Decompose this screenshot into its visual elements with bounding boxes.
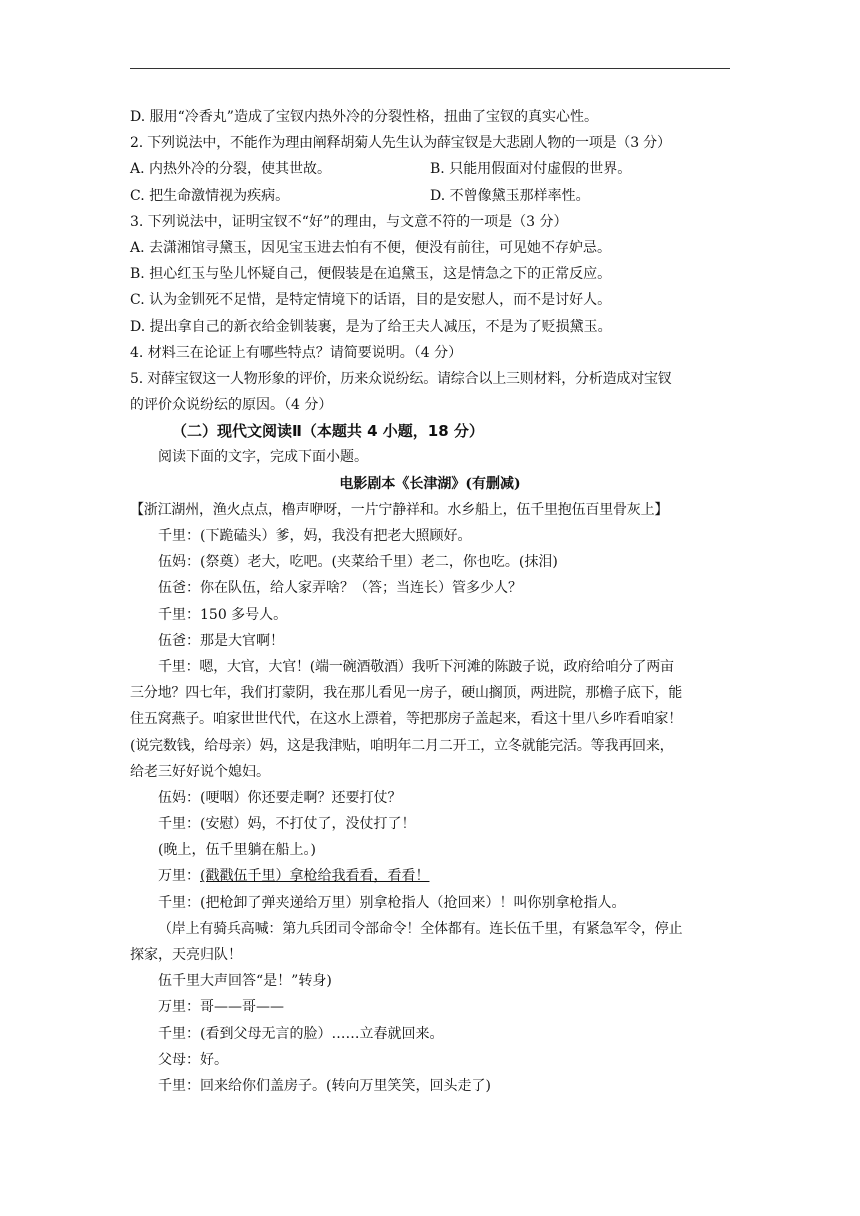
q4-stem: 4. 材料三在论证上有哪些特点？请简要说明。（4 分） [130, 344, 463, 361]
script-line: 万里：哥——哥—— [158, 999, 284, 1016]
header-rule [130, 68, 730, 69]
script-line: 千里：回来给你们盖房子。(转向万里笑笑，回头走了) [158, 1077, 491, 1094]
q5-stem-line1: 5. 对薛宝钗这一人物形象的评价，历来众说纷纭。请综合以上三则材料，分析造成对宝钗 [130, 370, 672, 387]
script-line: 千里：150 多号人。 [158, 606, 288, 623]
page-content [130, 104, 730, 1099]
script-line: (晚上，伍千里躺在船上。) [158, 842, 316, 859]
underlined-passage: (戳戳伍千里）拿枪给我看看，看看！ [200, 868, 430, 885]
q3-option-d: D. 提出拿自己的新衣给金钏装裹，是为了给王夫人减压，不是为了贬损黛玉。 [130, 318, 612, 335]
script-line: (说完数钱，给母亲）妈，这是我津贴，咱明年二月二开工，立冬就能完活。等我再回来， [130, 737, 674, 754]
script-line: 伍妈：(哽咽）你还要走啊？还要打仗？ [158, 789, 402, 806]
script-line: 千里：(把枪卸了弹夹递给万里）别拿枪指人（抢回来）！叫你别拿枪指人。 [158, 894, 626, 911]
script-line: 千里：(看到父母无言的脸）……立春就回来。 [158, 1025, 444, 1042]
script-line: 伍爸：你在队伍，给人家弄啥？（答；当连长）管多少人？ [158, 580, 522, 597]
q2-option-d: D. 不曾像黛玉那样率性。 [430, 187, 590, 204]
script-line: 千里：嗯，大官，大官！(端一碗酒敬酒）我听下河滩的陈跛子说，政府给咱分了两亩 [158, 658, 674, 675]
script-line: 千里：(安慰）妈，不打仗了，没仗打了！ [158, 816, 416, 833]
q5-stem-line2: 的评价众说纷纭的原因。（4 分） [130, 397, 333, 414]
script-line: 千里：(下跪磕头）爹，妈，我没有把老大照顾好。 [158, 528, 472, 544]
q2-options-row2 [130, 183, 730, 209]
q2-stem: 2. 下列说法中，不能作为理由阐释胡菊人先生认为薛宝钗是大悲剧人物的一项是（3 分） [130, 135, 671, 152]
script-line: （岸上有骑兵高喊：第九兵团司令部命令！全体都有。连长伍千里，有紧急军令，停止 [158, 920, 683, 937]
q2-options-row1 [130, 156, 730, 182]
q2-option-b: B. 只能用假面对付虚假的世界。 [430, 161, 632, 178]
script-line: 探家，天亮归队！ [130, 947, 242, 963]
script-line: 伍爸：那是大官啊！ [158, 632, 284, 649]
q2-option-a: A. 内热外冷的分裂，使其世故。 [130, 161, 332, 178]
speaker-label: 万里： [158, 868, 200, 885]
q2-option-c: C. 把生命激情视为疾病。 [130, 187, 290, 204]
q3-option-c: C. 认为金钏死不足惜，是特定情境下的话语，目的是安慰人，而不是讨好人。 [130, 292, 612, 309]
q3-stem: 3. 下列说法中，证明宝钗不“好”的理由，与文意不符的一项是（3 分） [130, 213, 568, 230]
script-line: 给老三好好说个媳妇。 [130, 763, 270, 780]
script-line: 伍千里大声回答“是！”转身) [158, 973, 332, 990]
script-stage-direction: 【浙江湖州，渔火点点，橹声咿呀，一片宁静祥和。水乡船上，伍千里抱伍百里骨灰上】 [130, 501, 669, 518]
section2-title: （二）现代文阅读Ⅱ（本题共 4 小题，18 分） [172, 422, 484, 441]
script-line: 三分地？四七年，我们打蒙阴，我在那儿看见一房子，硬山搁顶，两进院，那檐子底下，能 [130, 685, 682, 702]
q3-option-b: B. 担心红玉与坠儿怀疑自己，便假装是在追黛玉，这是情急之下的正常反应。 [130, 266, 612, 283]
script-line: 住五窝燕子。咱家世世代代，在这水上漂着，等把那房子盖起来，看这十里八乡咋看咱家！ [130, 711, 682, 728]
script-line-wanli [130, 863, 730, 889]
section2-instruction: 阅读下面的文字，完成下面小题。 [158, 449, 368, 466]
q3-option-a: A. 去潇湘馆寻黛玉，因见宝玉进去怕有不便，便没有前往，可见她不存妒忌。 [130, 239, 612, 256]
script-line: 父母：好。 [158, 1051, 228, 1068]
script-line: 伍妈：(祭奠）老大，吃吧。(夹菜给千里）老二，你也吃。(抹泪) [158, 554, 558, 571]
q1-option-d: D. 服用“冷香丸”造成了宝钗内热外冷的分裂性格，扭曲了宝钗的真实心性。 [130, 109, 598, 125]
script-title: 电影剧本《长津湖》(有删减) [339, 475, 521, 492]
